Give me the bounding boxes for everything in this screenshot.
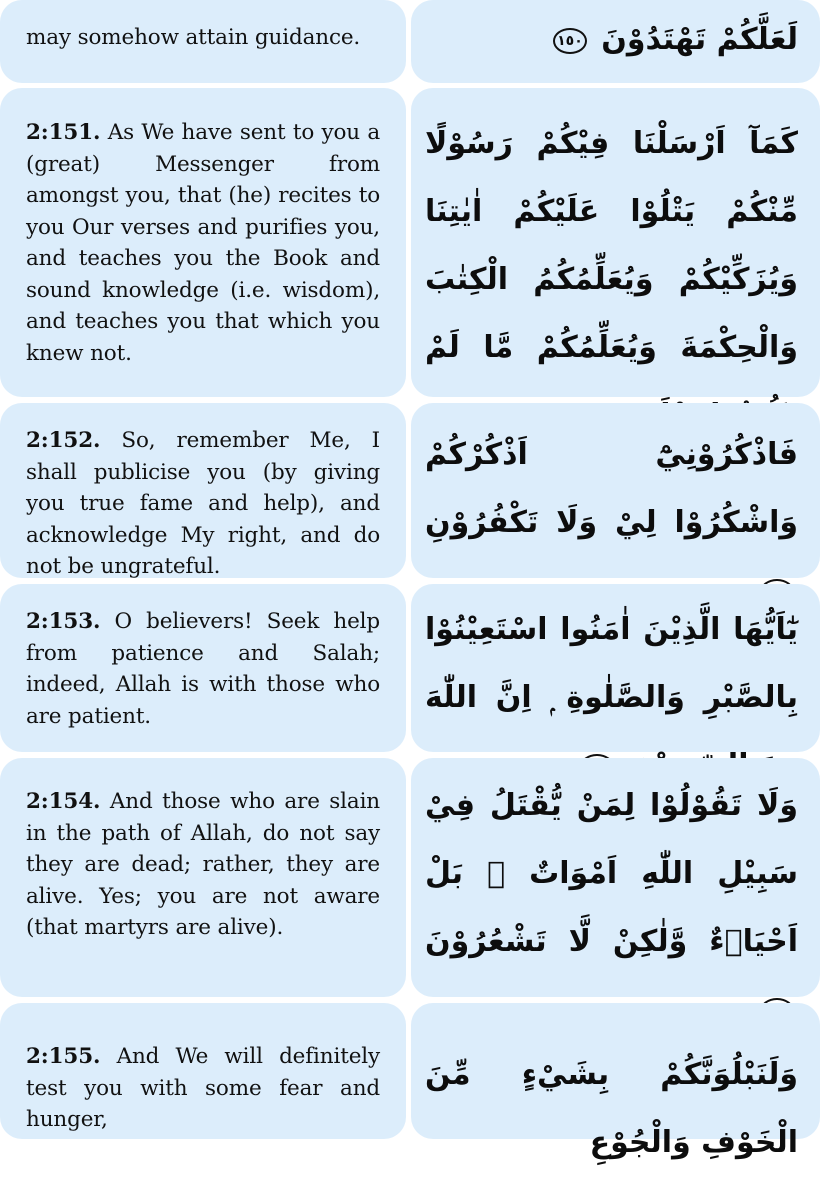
translation-body: So, remember Me, I shall publicise you (by giving you true fame and help), and acknowledge My right, and do not be ungrateful.: [26, 428, 381, 579]
translation-card: [0, 0, 406, 83]
translation-body: may somehow attain guidance.: [26, 25, 361, 50]
arabic-card: [411, 0, 820, 83]
translation-card: [0, 88, 406, 397]
verse-reference: 2:153.: [26, 609, 101, 634]
arabic-card: [411, 758, 820, 997]
translation-text: [26, 786, 380, 944]
translation-card: [0, 584, 406, 752]
translation-text: [26, 22, 380, 54]
arabic-card: [411, 88, 820, 397]
translation-card: [0, 1003, 406, 1139]
translation-body: As We have sent to you a (great) Messenger from amongst you, that (he) recites to you Our verses and purifies you, and teaches you the Book and sound knowledge (i.e. wisdom), and teaches you that which you knew not.: [26, 120, 381, 366]
translation-text: [26, 606, 380, 732]
arabic-text: [425, 1041, 798, 1177]
arabic-body: وَلَنَبْلُوَنَّكُمْ بِشَيْءٍ مِّنَ الْخَوْفِ وَالْجُوْعِ: [425, 1057, 798, 1160]
verse-reference: 2:154.: [26, 789, 101, 814]
translation-text: [26, 1041, 380, 1136]
translation-body: And We will definitely test you with some fear and hunger,: [26, 1044, 380, 1132]
arabic-body: لَعَلَّكُمْ تَهْتَدُوْنَ: [601, 22, 798, 57]
arabic-text: [425, 6, 798, 74]
arabic-body: وَلَا تَقُوْلُوْا لِمَنْ يُّقْتَلُ فِيْ سَبِيْلِ اللّٰهِ اَمْوَاتٌ ۭ بَلْ اَحْيَاۗءٌ وَّلٰكِنْ لَّا تَشْعُرُوْنَ: [425, 788, 798, 959]
arabic-body: كَمَآ اَرْسَلْنَا فِيْكُمْ رَسُوْلًا مِّنْكُمْ يَتْلُوْا عَلَيْكُمْ اٰيٰتِنَا وَيُزَكِّيْكُمْ وَيُعَلِّمُكُمُ الْكِتٰبَ وَالْحِكْمَةَ وَيُعَلِّمُكُمْ مَّا لَمْ: [425, 126, 798, 365]
translation-text: [26, 117, 380, 369]
verse-reference: 2:151.: [26, 120, 101, 145]
translation-body: O believers! Seek help from patience and Salah; indeed, Allah is with those who are patient.: [26, 609, 381, 729]
translation-text: [26, 425, 380, 583]
arabic-card: [411, 1003, 820, 1160]
translation-body: And those who are slain in the path of Allah, do not say they are dead; rather, they are alive. Yes; you are not aware (that martyrs are alive).: [26, 789, 380, 940]
arabic-card: [411, 403, 820, 578]
translation-card: [0, 758, 406, 997]
verse-reference: 2:155.: [26, 1044, 101, 1069]
translation-card: [0, 403, 406, 578]
verse-reference: 2:152.: [26, 428, 101, 453]
arabic-body: يٰٓاَيُّهَا الَّذِيْنَ اٰمَنُوا اسْتَعِيْنُوْا بِالصَّبْرِ وَالصَّلٰوةِ ۭ اِنَّ اللّٰهَ: [425, 612, 798, 715]
arabic-body: فَاذْكُرُوْنِيْٓ اَذْكُرْكُمْ وَاشْكُرُوْا لِيْ وَلَا تَكْفُرُوْنِ: [425, 437, 798, 540]
arabic-text: [425, 110, 798, 450]
arabic-card: [411, 584, 820, 752]
ayah-number-marker: ١٥٠: [553, 28, 587, 54]
